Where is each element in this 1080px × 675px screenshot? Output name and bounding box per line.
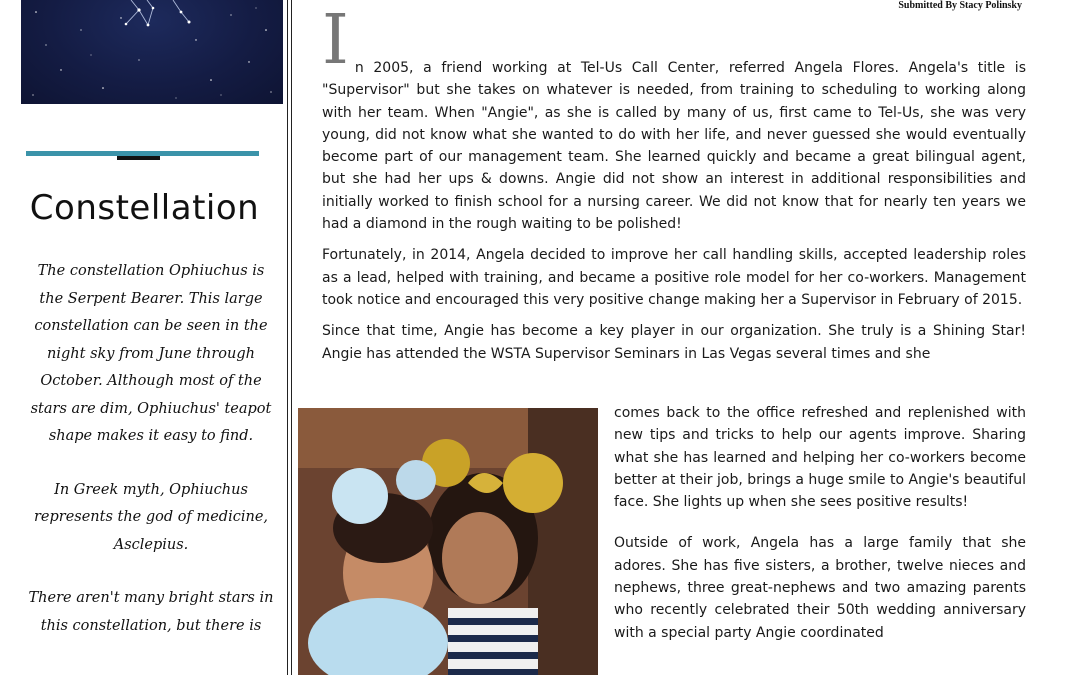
column-divider (287, 0, 288, 675)
article-paragraph: Fortunately, in 2014, Angela decided to improve her call handling skills, accepted leadership roles as a lead, helped with training, and became a positive role model for her co-workers. Management took notice and encouraged this very positive change making her a Supervisor in February of 2015. (322, 247, 1026, 308)
article-paragraph-text: n 2005, a friend working at Tel-Us Call Center, referred Angela Flores. Angela's title is "Supervisor" but she takes on whatever is needed, from training to scheduling to working along with her team. When "Angie", as she is called by many of us, first came to Tel-Us, she was very young, did not know what she wanted to do with her life, and never guessed she would eventually become part of our management team. She learned quickly and became a great bilingual agent, but she had her ups & downs. Angie did not show an interest in additional responsibilities and initially worked to finish school for a nursing career. We did not know that for nearly ten years we had a diamond in the rough waiting to be polished! (322, 60, 1026, 233)
rule-tab (117, 156, 160, 160)
sidebar-paragraph: There aren't many bright stars in this constellation, but there is (28, 590, 274, 634)
constellation-image (21, 0, 283, 104)
drop-cap: I (322, 1, 349, 80)
sidebar-body (26, 258, 276, 666)
sidebar-paragraph: The constellation Ophiuchus is the Serpent Bearer. This large constellation can be seen in the night sky from June through October. Although most of the stars are dim, Ophiuchus' teapot shape makes it easy to find. (30, 263, 272, 444)
byline: Submitted By Stacy Polinsky (898, 0, 1022, 11)
sidebar-paragraph: In Greek myth, Ophiuchus represents the god of medicine, Asclepius. (33, 481, 269, 553)
column-divider (291, 0, 292, 675)
wrapped-text (614, 402, 1026, 663)
article-paragraph: Outside of work, Angela has a large family that she adores. She has five sisters, a brother, twelve nieces and nephews, three great-nephews and two amazing parents who recently celebrated their 50th wedding anniversary with a special party Angie coordinated (614, 535, 1026, 641)
article-paragraph: Since that time, Angie has become a key player in our organization. She truly is a Shining Star! Angie has attended the WSTA Supervisor Seminars in Las Vegas several times and she (322, 323, 1026, 362)
family-photo (298, 408, 598, 675)
sidebar-heading: Constellation (29, 188, 260, 228)
article-paragraph: comes back to the office refreshed and replenished with new tips and tricks to help our agents improve. Sharing what she has learned and helping her co-workers become better at their job, brings a huge smile to Angie's beautiful face. She lights up when she sees positive results! (614, 405, 1026, 511)
